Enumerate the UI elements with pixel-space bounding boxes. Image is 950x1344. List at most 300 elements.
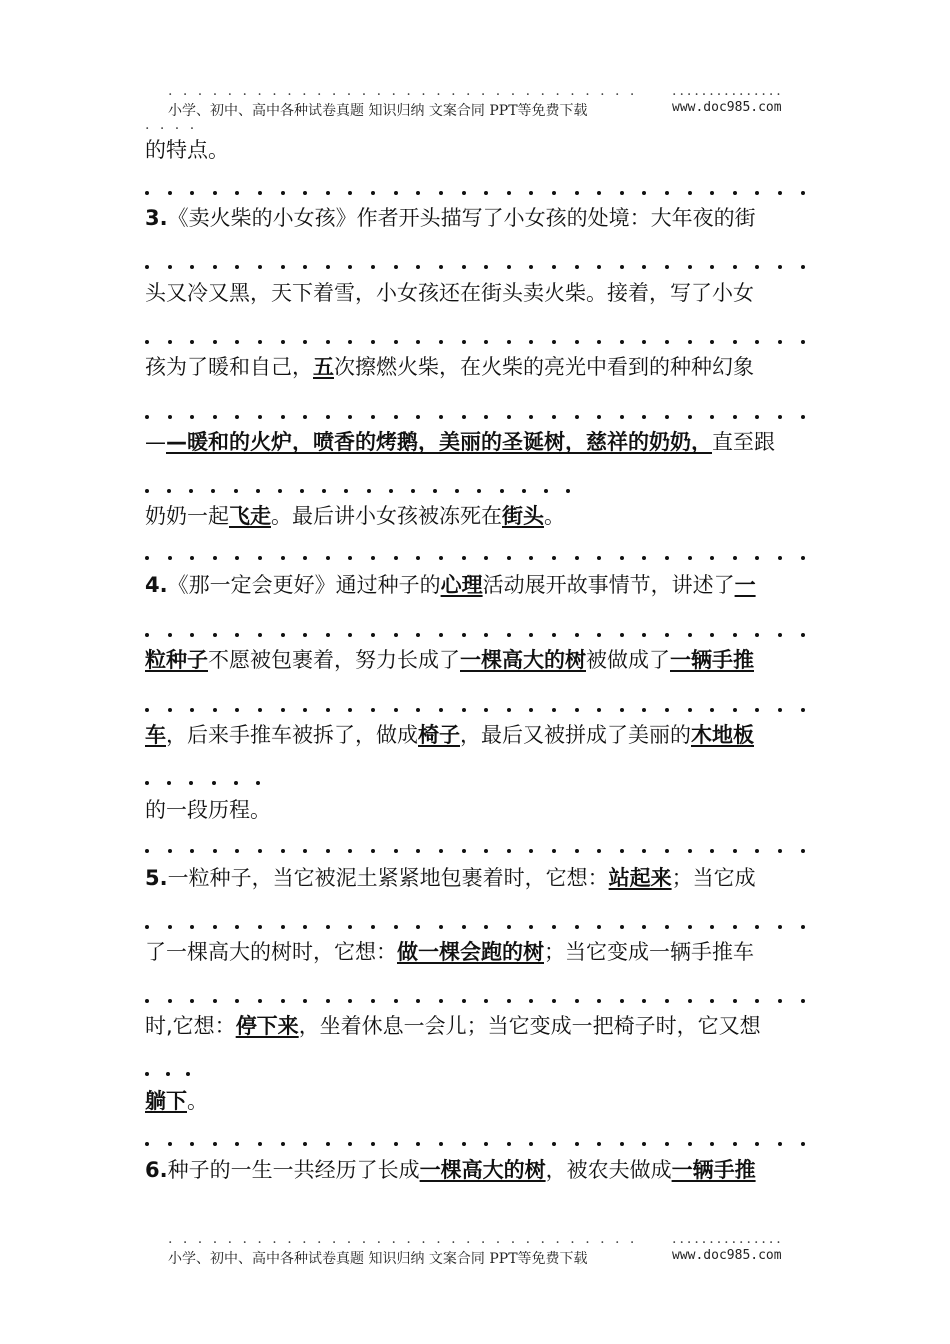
emphasis-dot (371, 925, 375, 929)
emphasis-dot (755, 708, 759, 712)
emphasis-dot (394, 633, 398, 637)
emphasis-dot (710, 849, 714, 853)
emphasis-dot (462, 1142, 466, 1146)
emphasis-dot (665, 708, 669, 712)
emphasis-dot (433, 489, 437, 493)
emphasis-dot (213, 415, 217, 419)
text-line (145, 646, 810, 674)
emphasis-dot (303, 265, 307, 269)
emphasis-dot (234, 489, 238, 493)
emphasis-dots-row (145, 262, 805, 272)
emphasis-dot (167, 781, 171, 785)
emphasis-dot (416, 1142, 420, 1146)
emphasis-dot (278, 489, 282, 493)
emphasis-dot (733, 415, 737, 419)
emphasis-dot (620, 556, 624, 560)
emphasis-dot (801, 415, 805, 419)
emphasis-dot (462, 999, 466, 1003)
emphasis-dot (190, 1142, 194, 1146)
emphasis-dot (326, 265, 330, 269)
text: 时,它想： (145, 1014, 236, 1038)
emphasis-dot (190, 925, 194, 929)
emphasis-dot (710, 999, 714, 1003)
emphasis-dot (688, 1142, 692, 1146)
emphasis-dot (235, 191, 239, 195)
emphasis-dot (281, 708, 285, 712)
emphasis-dot (597, 1142, 601, 1146)
emphasis-dot (348, 925, 352, 929)
emphasis-dot (326, 1142, 330, 1146)
emphasis-dot (167, 489, 171, 493)
emphasis-dot (235, 1142, 239, 1146)
emphasis-dot (213, 708, 217, 712)
emphasis-dot (566, 489, 570, 493)
question-6-line (145, 1156, 810, 1184)
question-number: 6. (145, 1158, 168, 1182)
emphasis-dot (258, 708, 262, 712)
answer-underlined: 五 (313, 355, 334, 379)
emphasis-dot (371, 633, 375, 637)
emphasis-dot (620, 999, 624, 1003)
header-emphasis-dots-right: ............... (672, 83, 784, 99)
text: 《那一定会更好》通过种子的 (167, 573, 441, 597)
emphasis-dot (416, 556, 420, 560)
emphasis-dot (597, 340, 601, 344)
emphasis-dot (575, 1142, 579, 1146)
emphasis-dot (665, 999, 669, 1003)
text: 头又冷又黑，天下着雪，小女孩还在街头卖火柴。接着，写了小女 (145, 281, 754, 305)
text-line (145, 279, 810, 307)
emphasis-dot (455, 489, 459, 493)
text-line (145, 502, 810, 530)
answer-underlined: 一辆手推 (670, 648, 754, 672)
emphasis-dot (416, 265, 420, 269)
emphasis-dot (303, 556, 307, 560)
emphasis-dot (394, 925, 398, 929)
emphasis-dot (145, 191, 149, 195)
emphasis-dot (371, 415, 375, 419)
emphasis-dot (575, 556, 579, 560)
emphasis-dot (484, 708, 488, 712)
emphasis-dot (145, 265, 149, 269)
emphasis-dot (186, 1072, 190, 1076)
emphasis-dots-row (145, 705, 805, 715)
emphasis-dot (778, 925, 782, 929)
emphasis-dot (575, 633, 579, 637)
emphasis-dot (235, 556, 239, 560)
emphasis-dot (213, 340, 217, 344)
emphasis-dot (258, 556, 262, 560)
emphasis-dot (190, 633, 194, 637)
emphasis-dot (303, 999, 307, 1003)
emphasis-dot (462, 415, 466, 419)
emphasis-dot (303, 633, 307, 637)
emphasis-dot (462, 340, 466, 344)
emphasis-dot (484, 191, 488, 195)
emphasis-dot (439, 1142, 443, 1146)
emphasis-dot (371, 849, 375, 853)
emphasis-dot (620, 633, 624, 637)
emphasis-dot (733, 556, 737, 560)
answer-underlined: 粒种子 (145, 648, 208, 672)
emphasis-dot (597, 265, 601, 269)
question-number: 4. (145, 573, 168, 597)
answer-underlined: 车 (145, 723, 166, 747)
emphasis-dot (552, 925, 556, 929)
emphasis-dot (213, 999, 217, 1003)
text: — (145, 430, 166, 454)
emphasis-dot (665, 265, 669, 269)
emphasis-dot (620, 191, 624, 195)
emphasis-dot (552, 708, 556, 712)
emphasis-dot (462, 556, 466, 560)
question-3-line (145, 204, 810, 232)
emphasis-dot (168, 340, 172, 344)
text: 活动展开故事情节，讲述了 (482, 573, 735, 597)
answer-underlined: 一棵高大的树 (460, 648, 586, 672)
emphasis-dot (665, 633, 669, 637)
emphasis-dot (544, 489, 548, 493)
emphasis-dot (778, 708, 782, 712)
emphasis-dot (665, 849, 669, 853)
emphasis-dot (416, 415, 420, 419)
emphasis-dot (462, 633, 466, 637)
emphasis-dot (484, 415, 488, 419)
footer-emphasis-dots-right: ............... (672, 1231, 784, 1247)
emphasis-dot (394, 556, 398, 560)
answer-underlined: —暖和的火炉，喷香的烤鹅，美丽的圣诞树，慈祥的奶奶， (166, 430, 712, 454)
question-5-line (145, 864, 810, 892)
text: 直至跟 (712, 430, 775, 454)
emphasis-dot (213, 849, 217, 853)
emphasis-dot (801, 265, 805, 269)
emphasis-dot (213, 191, 217, 195)
emphasis-dot (234, 781, 238, 785)
emphasis-dot (190, 340, 194, 344)
emphasis-dot (484, 849, 488, 853)
emphasis-dot (778, 415, 782, 419)
text: ，被农夫做成 (545, 1158, 672, 1182)
emphasis-dot (281, 415, 285, 419)
emphasis-dot (755, 265, 759, 269)
emphasis-dot (484, 556, 488, 560)
emphasis-dot (213, 633, 217, 637)
emphasis-dot (552, 265, 556, 269)
answer-underlined: 街头 (502, 504, 544, 528)
emphasis-dot (439, 849, 443, 853)
emphasis-dot (484, 999, 488, 1003)
emphasis-dot (801, 633, 805, 637)
emphasis-dot (642, 191, 646, 195)
question-4-line (145, 571, 810, 599)
emphasis-dot (688, 191, 692, 195)
text-line (145, 428, 810, 456)
text: 被做成了 (586, 648, 670, 672)
emphasis-dot (326, 415, 330, 419)
emphasis-dot (755, 633, 759, 637)
emphasis-dots-row (145, 846, 805, 856)
emphasis-dot (529, 415, 533, 419)
emphasis-dot (755, 191, 759, 195)
emphasis-dot (190, 556, 194, 560)
emphasis-dot (256, 781, 260, 785)
text: ；当它成 (671, 866, 756, 890)
emphasis-dot (281, 191, 285, 195)
emphasis-dot (439, 633, 443, 637)
emphasis-dot (145, 708, 149, 712)
emphasis-dot (552, 849, 556, 853)
emphasis-dots-row-short (145, 778, 260, 788)
emphasis-dot (710, 340, 714, 344)
text: 。最后讲小女孩被冻死在 (271, 504, 502, 528)
emphasis-dot (411, 489, 415, 493)
emphasis-dot (597, 415, 601, 419)
emphasis-dot (235, 708, 239, 712)
emphasis-dot (189, 781, 193, 785)
emphasis-dot (801, 1142, 805, 1146)
emphasis-dot (778, 191, 782, 195)
emphasis-dot (235, 633, 239, 637)
emphasis-dots-row-short (145, 1069, 190, 1079)
text: 。 (544, 504, 565, 528)
header-left-text: 小学、初中、高中各种试卷真题 知识归纳 文案合同 PPT等免费下载 (168, 103, 588, 119)
answer-underlined: 做一棵会跑的树 (397, 940, 544, 964)
emphasis-dot (344, 489, 348, 493)
emphasis-dot (778, 633, 782, 637)
emphasis-dot (348, 265, 352, 269)
emphasis-dot (507, 415, 511, 419)
emphasis-dots-row (145, 1139, 805, 1149)
text: 不愿被包裹着，努力长成了 (208, 648, 460, 672)
text: ；当它变成一辆手推车 (544, 940, 754, 964)
emphasis-dot (145, 1072, 149, 1076)
emphasis-dot (755, 849, 759, 853)
emphasis-dot (439, 340, 443, 344)
emphasis-dot (300, 489, 304, 493)
emphasis-dot (190, 191, 194, 195)
emphasis-dot (484, 925, 488, 929)
emphasis-dot (190, 849, 194, 853)
answer-underlined: 站起来 (608, 866, 672, 890)
emphasis-dot (755, 925, 759, 929)
emphasis-dot (389, 489, 393, 493)
emphasis-dot (211, 489, 215, 493)
emphasis-dot (507, 999, 511, 1003)
emphasis-dot (258, 999, 262, 1003)
emphasis-dot (484, 265, 488, 269)
emphasis-dot (258, 849, 262, 853)
text: 次擦燃火柴，在火柴的亮光中看到的种种幻象 (334, 355, 754, 379)
emphasis-dot (733, 633, 737, 637)
emphasis-dot (688, 849, 692, 853)
emphasis-dot (281, 925, 285, 929)
emphasis-dot (552, 1142, 556, 1146)
emphasis-dot (642, 265, 646, 269)
emphasis-dot (166, 1072, 170, 1076)
emphasis-dot (371, 708, 375, 712)
answer-underlined: 停下来 (235, 1014, 299, 1038)
emphasis-dot (326, 708, 330, 712)
emphasis-dot (326, 999, 330, 1003)
header-site-url[interactable]: www.doc985.com (672, 100, 782, 115)
emphasis-dot (462, 849, 466, 853)
emphasis-dot (168, 999, 172, 1003)
emphasis-dot (326, 191, 330, 195)
emphasis-dot (213, 1142, 217, 1146)
emphasis-dot (256, 489, 260, 493)
emphasis-dot (665, 925, 669, 929)
emphasis-dot (522, 489, 526, 493)
emphasis-dot (642, 415, 646, 419)
text-line (145, 136, 810, 164)
emphasis-dot (620, 1142, 624, 1146)
footer-site-url[interactable]: www.doc985.com (672, 1248, 782, 1263)
emphasis-dot (212, 781, 216, 785)
text: 了一棵高大的树时，它想： (145, 940, 397, 964)
emphasis-dot (235, 999, 239, 1003)
emphasis-dot (462, 265, 466, 269)
emphasis-dot (281, 340, 285, 344)
emphasis-dot (168, 556, 172, 560)
emphasis-dot (733, 1142, 737, 1146)
emphasis-dot (145, 489, 149, 493)
emphasis-dots-row (145, 337, 805, 347)
text: 。 (187, 1089, 208, 1113)
emphasis-dot (755, 340, 759, 344)
emphasis-dot (755, 415, 759, 419)
answer-underlined: 躺下 (145, 1089, 187, 1113)
emphasis-dot (801, 849, 805, 853)
emphasis-dot (348, 708, 352, 712)
emphasis-dot (168, 1142, 172, 1146)
emphasis-dot (213, 925, 217, 929)
emphasis-dots-row (145, 630, 805, 640)
emphasis-dots-row (145, 996, 805, 1006)
emphasis-dots-row (145, 188, 805, 198)
emphasis-dot (597, 708, 601, 712)
emphasis-dot (642, 556, 646, 560)
emphasis-dot (552, 415, 556, 419)
emphasis-dot (416, 191, 420, 195)
emphasis-dot (507, 556, 511, 560)
emphasis-dot (394, 265, 398, 269)
emphasis-dot (258, 633, 262, 637)
emphasis-dot (326, 849, 330, 853)
emphasis-dot (710, 415, 714, 419)
emphasis-dot (733, 708, 737, 712)
emphasis-dot (168, 925, 172, 929)
emphasis-dot (348, 556, 352, 560)
emphasis-dot (778, 265, 782, 269)
emphasis-dot (168, 708, 172, 712)
text: ，坐着休息一会儿；当它变成一把椅子时，它又想 (298, 1014, 761, 1038)
emphasis-dot (303, 340, 307, 344)
footer-left-text: 小学、初中、高中各种试卷真题 知识归纳 文案合同 PPT等免费下载 (168, 1251, 588, 1267)
emphasis-dot (529, 1142, 533, 1146)
emphasis-dot (484, 340, 488, 344)
text: ，后来手推车被拆了，做成 (166, 723, 418, 747)
emphasis-dot (348, 1142, 352, 1146)
emphasis-dots-row (145, 412, 805, 422)
emphasis-dot (529, 633, 533, 637)
emphasis-dot (371, 1142, 375, 1146)
emphasis-dot (733, 191, 737, 195)
emphasis-dot (552, 633, 556, 637)
question-number: 3. (145, 206, 168, 230)
emphasis-dot (326, 340, 330, 344)
header-emphasis-dots: . . . . . . . . . . . . . . . . . . . . . . . . . . . . . . . . (168, 83, 638, 99)
emphasis-dot (710, 925, 714, 929)
emphasis-dot (597, 556, 601, 560)
answer-underlined: 心理 (440, 573, 483, 597)
emphasis-dot (190, 415, 194, 419)
emphasis-dot (755, 1142, 759, 1146)
emphasis-dot (801, 999, 805, 1003)
emphasis-dot (462, 708, 466, 712)
emphasis-dot (394, 1142, 398, 1146)
emphasis-dot (258, 191, 262, 195)
emphasis-dot (281, 265, 285, 269)
emphasis-dot (348, 191, 352, 195)
answer-underlined: 一棵高大的树 (419, 1158, 546, 1182)
emphasis-dot (688, 999, 692, 1003)
emphasis-dot (416, 708, 420, 712)
emphasis-dot (235, 340, 239, 344)
text: 的特点。 (145, 138, 229, 162)
emphasis-dot (281, 633, 285, 637)
emphasis-dot (462, 925, 466, 929)
emphasis-dot (529, 265, 533, 269)
emphasis-dot (642, 999, 646, 1003)
emphasis-dot (326, 633, 330, 637)
emphasis-dot (168, 191, 172, 195)
emphasis-dot (620, 925, 624, 929)
emphasis-dot (733, 999, 737, 1003)
emphasis-dot (348, 340, 352, 344)
text: 一粒种子，当它被泥土紧紧地包裹着时，它想： (167, 866, 609, 890)
emphasis-dot (303, 191, 307, 195)
emphasis-dot (258, 340, 262, 344)
emphasis-dot (688, 265, 692, 269)
emphasis-dot (394, 415, 398, 419)
emphasis-dot (688, 633, 692, 637)
emphasis-dot (575, 265, 579, 269)
emphasis-dot (484, 1142, 488, 1146)
emphasis-dot (371, 340, 375, 344)
emphasis-dot (348, 849, 352, 853)
emphasis-dot (235, 849, 239, 853)
emphasis-dot (642, 708, 646, 712)
text-line (145, 1087, 810, 1115)
emphasis-dot (258, 415, 262, 419)
emphasis-dot (394, 340, 398, 344)
emphasis-dot (688, 340, 692, 344)
emphasis-dot (348, 415, 352, 419)
emphasis-dot (665, 415, 669, 419)
emphasis-dot (416, 340, 420, 344)
emphasis-dot (642, 340, 646, 344)
emphasis-dot (258, 925, 262, 929)
emphasis-dot (801, 191, 805, 195)
emphasis-dot (507, 925, 511, 929)
emphasis-dot (371, 556, 375, 560)
emphasis-dot (710, 1142, 714, 1146)
emphasis-dot (710, 556, 714, 560)
emphasis-dot (755, 556, 759, 560)
emphasis-dot (281, 999, 285, 1003)
emphasis-dot (665, 191, 669, 195)
emphasis-dot (688, 415, 692, 419)
